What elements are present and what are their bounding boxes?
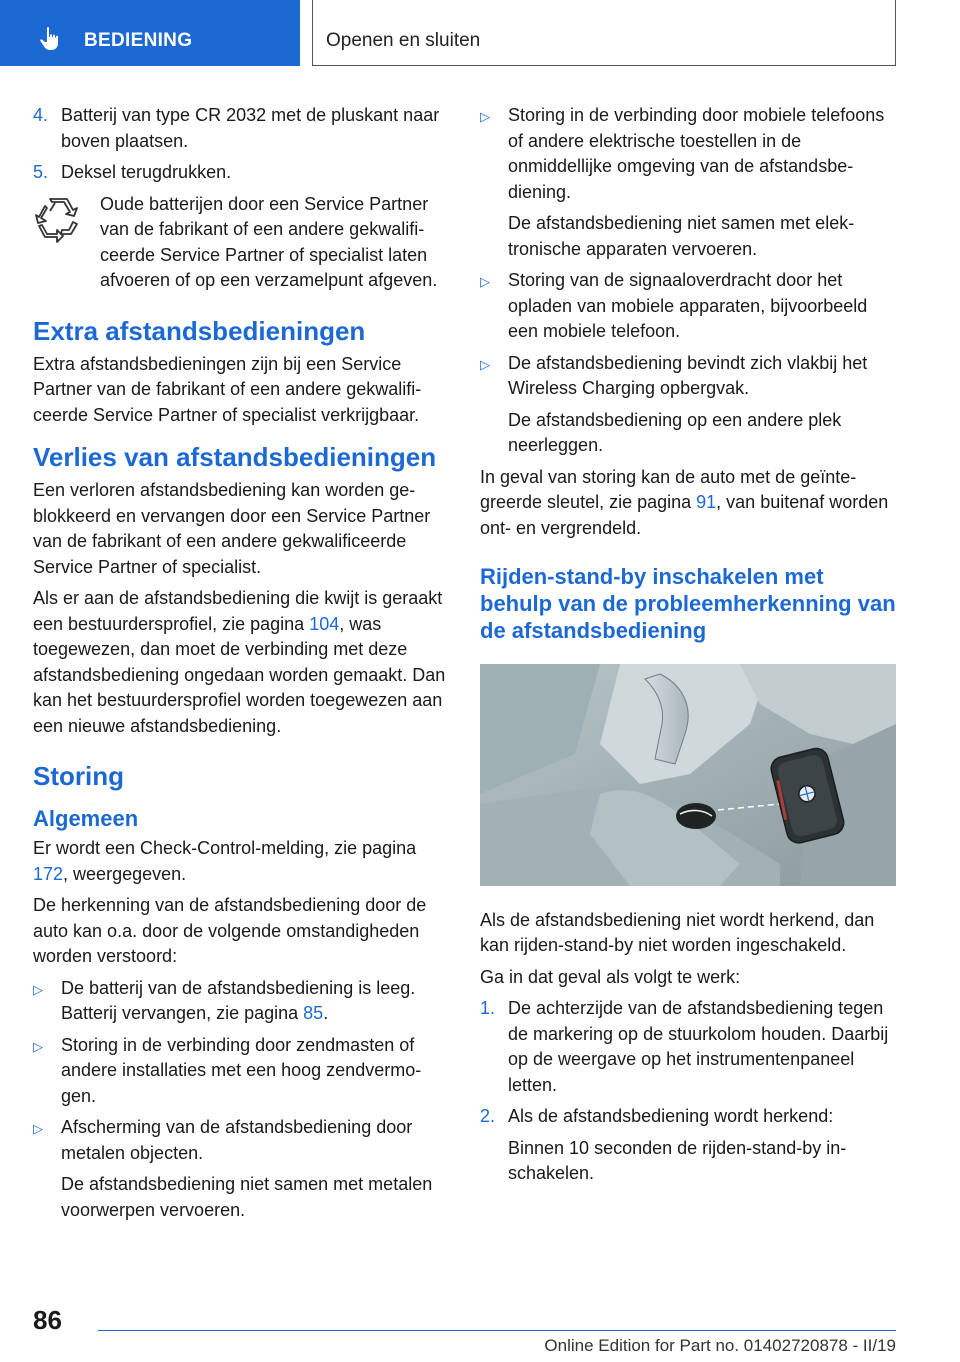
step-number: 4. bbox=[33, 105, 49, 125]
bullet-item: ▷ Storing in de verbinding door zendmasten of andere installaties met een hoog zendvermogen. bbox=[33, 1033, 449, 1110]
step-text: Deksel terugdrukken. bbox=[61, 162, 232, 182]
bullet-marker: ▷ bbox=[33, 1038, 43, 1054]
paragraph: Ga in dat geval als volgt te werk: bbox=[480, 966, 741, 987]
heading-lost-remotes: Verlies van afstandsbedieningen bbox=[33, 442, 437, 472]
paragraph: Een verloren afstandsbediening kan worden geblokkeerd en vervangen door een Service Partner van de fabrikant of een andere gekwalificeerde Service Partner of specialist. bbox=[33, 480, 431, 577]
bullet-marker: ▷ bbox=[480, 356, 490, 372]
step-text: Batterij van type CR 2032 met de pluskant naar boven plaatsen. bbox=[61, 105, 440, 151]
environment-text: Oude batterijen door een Service Partner van de fabrikant of een andere gekwalificeerde Service Partner of specialist laten afvoeren of op een verzamelpunt afgeven. bbox=[100, 193, 438, 290]
step-number: 2. bbox=[480, 1106, 496, 1126]
step-4 bbox=[33, 103, 449, 154]
step-text: Als de afstandsbediening wordt herkend: bbox=[508, 1106, 834, 1126]
step-subtext: Binnen 10 seconden de rijden-stand-by inschakelen. bbox=[508, 1137, 847, 1183]
page-link-172[interactable]: 172 bbox=[33, 863, 64, 884]
bullet-marker: ▷ bbox=[480, 109, 490, 124]
paragraph: Als de afstandsbediening niet wordt herkend, dan kan rijden-stand-by niet worden ingeschakeld. bbox=[480, 909, 875, 955]
bullet-marker: ▷ bbox=[480, 274, 490, 289]
page-number: 86 bbox=[33, 1305, 62, 1335]
left-column bbox=[33, 103, 449, 1229]
right-column bbox=[480, 103, 896, 1193]
step-2 bbox=[480, 1104, 896, 1130]
bullet-item: ▷ De afstandsbediening bevindt zich vlakbij het Wireless Charging opbergvak. bbox=[480, 351, 896, 402]
chapter-title: Openen en sluiten bbox=[326, 30, 481, 51]
footer-divider bbox=[98, 1330, 896, 1331]
section-tab bbox=[0, 0, 300, 66]
heading-drive-ready: Rijden-stand-by inschakelen met behulp van de probleemherkenning van de afstandsbediening bbox=[480, 564, 896, 643]
steering-column-illustration bbox=[480, 664, 896, 886]
page-link-85[interactable]: 85 bbox=[303, 1003, 324, 1023]
paragraph: Extra afstandsbedieningen zijn bij een Service Partner van de fabrikant of een andere gekwalificeerde Service Partner of specialist verkrijgbaar. bbox=[33, 353, 422, 425]
step-number: 1. bbox=[480, 998, 496, 1018]
page-link-104[interactable]: 104 bbox=[309, 613, 340, 634]
environment-note bbox=[33, 192, 449, 294]
step-5 bbox=[33, 160, 449, 186]
step-1 bbox=[480, 996, 896, 1098]
paragraph: Er wordt een Check-Control-melding, zie pagina 172, weergegeven. bbox=[33, 838, 417, 884]
edition-note: Online Edition for Part no. 01402720878 - II/19 bbox=[544, 1336, 896, 1355]
bullet-marker: ▷ bbox=[33, 1121, 43, 1136]
bullet-item: ▷ De batterij van de afstandsbediening is leeg. Batterij vervangen, zie pagina 85. bbox=[33, 976, 449, 1027]
paragraph: In geval van storing kan de auto met de geïntegreerde sleutel, zie pagina 91, van buitenaf worden ont- en vergrendeld. bbox=[480, 466, 889, 538]
step-number: 5. bbox=[33, 162, 49, 182]
hand-pointer-icon bbox=[38, 26, 62, 52]
bullet-subtext: De afstandsbediening niet samen met metalen voorwerpen vervoeren. bbox=[61, 1174, 433, 1220]
bullet-subtext: De afstandsbediening niet samen met elektronische apparaten vervoeren. bbox=[508, 213, 855, 259]
bullet-item: ▷ Storing van de signaaloverdracht door het opladen van mobiele apparaten, bijvoorbeeld een mobiele telefoon. bbox=[480, 268, 896, 345]
paragraph: Als er aan de afstandsbediening die kwijt is geraakt een bestuurdersprofiel, zie pagina 104, was toegewezen, dan moet de verbinding met deze afstandsbediening ongedaan worden gemaakt. Dan kan het bestuurdersprofiel worden toegewezen aan een nieuwe afstandsbediening. bbox=[33, 588, 446, 736]
page-link-91[interactable]: 91 bbox=[696, 492, 717, 512]
bullet-item: ▷ Afscherming van de afstandsbediening door metalen objecten. bbox=[33, 1115, 449, 1166]
recycle-icon bbox=[33, 196, 83, 246]
paragraph: De herkenning van de afstandsbediening door de auto kan o.a. door de volgende omstandigheden worden verstoord: bbox=[33, 895, 427, 966]
step-text: De achterzijde van de afstandsbediening tegen de markering op de stuurkolom houden. Daarbij op de weergave op het instrumentenpaneel letten. bbox=[508, 998, 889, 1095]
chapter-header bbox=[312, 0, 896, 66]
bullet-marker: ▷ bbox=[33, 981, 43, 997]
section-label: BEDIENING bbox=[84, 30, 193, 51]
heading-extra-remotes: Extra afstandsbedieningen bbox=[33, 315, 366, 346]
bullet-subtext: De afstandsbediening op een andere plek neerleggen. bbox=[508, 409, 842, 455]
heading-malfunction: Storing bbox=[33, 761, 124, 791]
bullet-item: ▷ Storing in de verbinding door mobiele telefoons of andere elektrische toestellen in de onmiddellijke omgeving van de afstandsbediening. bbox=[480, 103, 896, 205]
subheading-general: Algemeen bbox=[33, 806, 139, 831]
